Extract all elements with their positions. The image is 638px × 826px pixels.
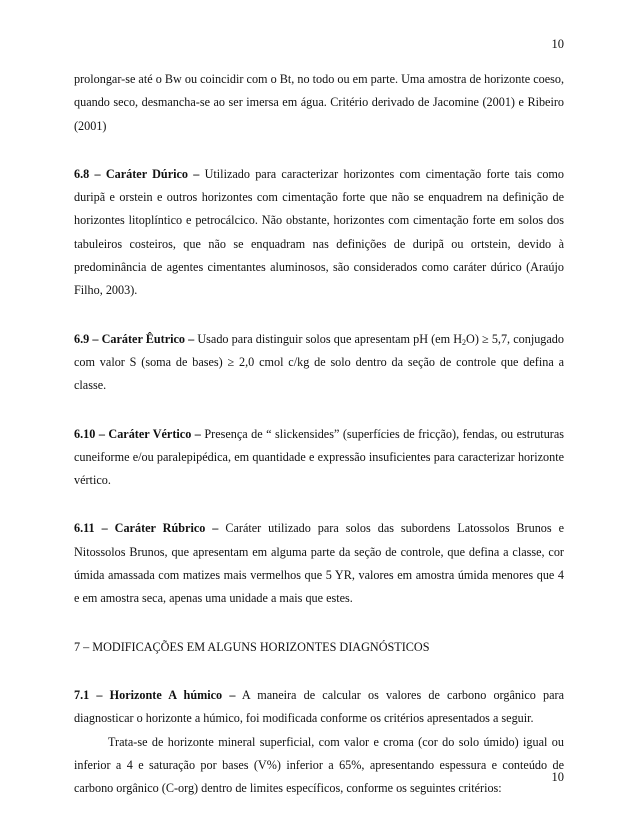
page-number-bottom: 10 xyxy=(551,770,564,784)
spacer xyxy=(74,303,564,328)
section-6-9-body-a: Usado para distinguir solos que apresentam pH (em H xyxy=(197,331,463,346)
section-6-9-body-b: O) ≥ 5,7, conjugado com valor S (soma de bases) ≥ 2,0 cmol c/kg de solo dentro da seção de controle que defina a classe. xyxy=(74,331,564,393)
section-7-1-heading: 7.1 – Horizonte A húmico – xyxy=(74,687,236,702)
section-6-9-heading: 6.9 – Caráter Êutrico – xyxy=(74,331,195,346)
spacer xyxy=(74,611,564,636)
spacer xyxy=(74,659,564,684)
intro-paragraph: prolongar-se até o Bw ou coincidir com o Bt, no todo ou em parte. Uma amostra de horizonte coeso, quando seco, desmancha-se ao ser imersa em água. Critério derivado de Jacomine (2001) e Ribeiro (2001) xyxy=(74,72,564,133)
page-number-top: 10 xyxy=(551,37,564,51)
subscript-2: 2 xyxy=(462,337,467,347)
section-6-10-heading: 6.10 – Caráter Vértico – xyxy=(74,426,201,441)
section-7-title: 7 – MODIFICAÇÕES EM ALGUNS HORIZONTES DIAGNÓSTICOS xyxy=(74,639,430,654)
spacer xyxy=(74,398,564,423)
section-6-8-heading: 6.8 – Caráter Dúrico – xyxy=(74,166,200,181)
section-6-11-body: Caráter utilizado para solos das subordens Latossolos Brunos e Nitossolos Brunos, que apresentam em alguma parte da seção de controle, que defina a classe, cor úmida amassada com matizes mais vermelhos que 5 YR, valores em amostra úmida menores que 4 e em amostra seca, apenas uma unidade a mais que estes. xyxy=(74,521,564,606)
section-6-9-paragraph xyxy=(74,328,564,398)
section-7-1-body: A maneira de calcular os valores de carbono orgânico para diagnosticar o horizonte a húmico, foi modificada conforme os critérios apresentados a seguir. xyxy=(74,687,565,726)
section-6-10-body: Presença de “ slickensides” (superfícies de fricção), fendas, ou estruturas cuneiforme e/ou paralepipédica, em quantidade e expressão insuficientes para caracterizar horizonte vértico. xyxy=(74,426,564,488)
section-6-8-paragraph xyxy=(74,163,564,303)
section-7-1-paragraph-2: Trata-se de horizonte mineral superficial, com valor e croma (cor do solo úmido) igual ou inferior a 4 e saturação por bases (V%) inferior a 65%, apresentando espessura e conteúdo de carbono orgânico (C-org) dentro de limites específicos, conforme os seguintes critérios: xyxy=(74,734,564,796)
section-6-11-heading: 6.11 – Caráter Rúbrico – xyxy=(74,521,219,536)
spacer xyxy=(74,138,564,163)
document-body xyxy=(74,68,564,800)
section-7-1-paragraph xyxy=(74,684,564,731)
spacer xyxy=(74,492,564,517)
section-6-11-paragraph xyxy=(74,517,564,610)
section-6-8-body: Utilizado para caracterizar horizontes com cimentação forte tais como duripã e orstein e outros horizontes com cimentação forte que não se enquadrem na definição de horizontes litoplíntico e petrocálcico. Não obstante, horizontes com cimentação forte em solos dos tabuleiros costeiros, que não se enquadram nas definições de duripã ou ortstein, devido à predominância de agentes cimentantes aluminosos, são considerados como caráter dúrico (Araújo Filho, 2003). xyxy=(74,166,564,298)
section-6-10-paragraph xyxy=(74,423,564,493)
